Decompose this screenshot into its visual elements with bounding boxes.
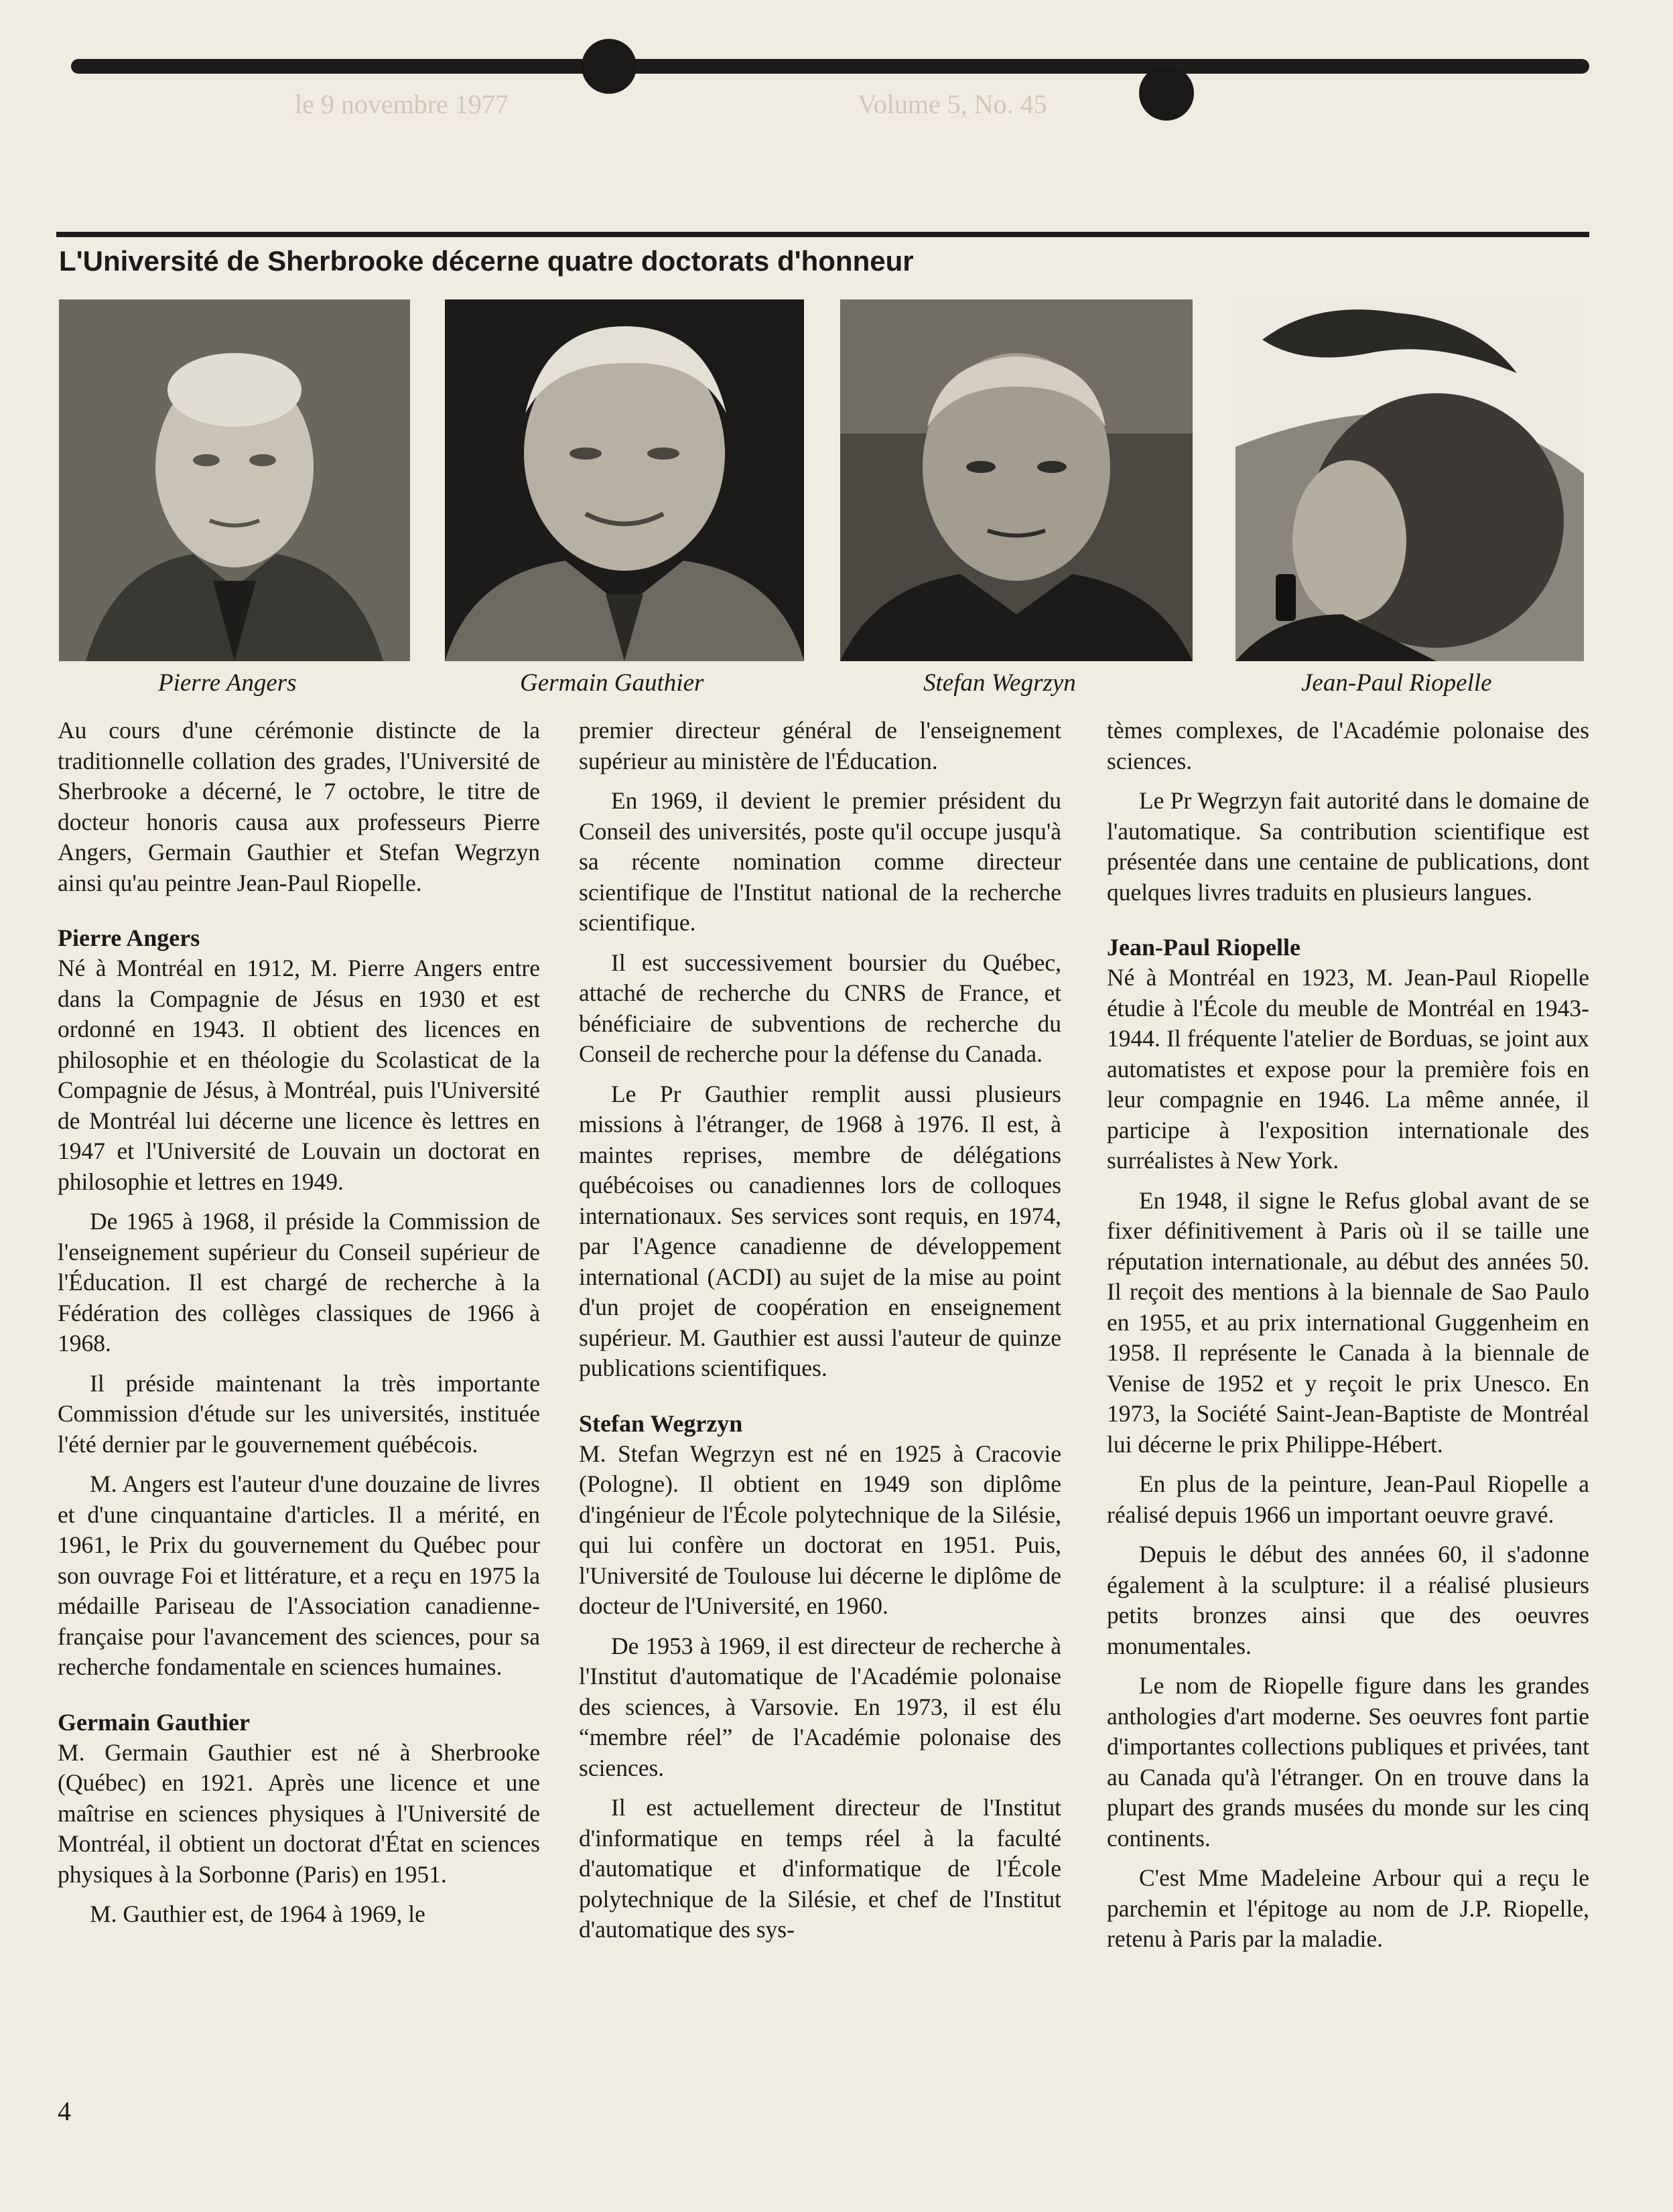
rule-dot-left — [582, 39, 637, 94]
photo-stefan-wegrzyn — [840, 299, 1193, 661]
headline-rule — [56, 232, 1589, 237]
paragraph: M. Stefan Wegrzyn est né en 1925 à Cracovie (Pologne). Il obtient en 1949 son diplôme d'ingénieur de l'École polytechnique de la Silésie, qui lui confère un doctorat en 1951. Puis, l'Université de Toulouse lui décerne le diplôme de docteur de l'Université, en 1960. — [579, 1440, 1061, 1619]
paragraph: M. Germain Gauthier est né à Sherbrooke (Québec) en 1921. Après une licence et une maîtrise en sciences physiques à l'Université de Montréal, il obtient un doctorat d'État en sciences physiques à la Sorbonne (Paris) en 1951. — [58, 1738, 540, 1888]
paragraph: Né à Montréal en 1912, M. Pierre Angers entre dans la Compagnie de Jésus en 1930 et est ordonné en 1943. Il obtient des licences en philosophie et en théologie du Scolasticat de la Compagnie de Jésus, à Montréal, puis l'Université de Montréal lui décerne une licence ès lettres en 1947 et l'Université de Louvain un doctorat en philosophie et lettres en 1949. — [58, 955, 540, 1195]
caption-germain-gauthier: Germain Gauthier — [520, 669, 704, 697]
paragraph: Au cours d'une cérémonie distincte de la traditionnelle collation des grades, l'Université de Sherbrooke a décerné, le 7 octobre, le titre de docteur honoris causa aux professeurs Pierre Angers, Germain Gauthier et Stefan Wegrzyn ainsi qu'au peintre Jean-Paul Riopelle. — [58, 717, 540, 896]
section-heading: Jean-Paul Riopelle — [1107, 934, 1300, 961]
rule-dot-right — [1139, 66, 1194, 121]
paragraph: De 1953 à 1969, il est directeur de recherche à l'Institut d'automatique de l'Académie polonaise des sciences, à Varsovie. En 1973, il est élu “membre réel” de l'Académie polonaise des sciences. — [579, 1632, 1061, 1781]
paragraph: Il préside maintenant la très importante Commission d'étude sur les universités, instituée l'été dernier par le gouvernement québécois. — [58, 1369, 540, 1458]
paragraph: premier directeur général de l'enseignement supérieur au ministère de l'Éducation. — [579, 717, 1061, 774]
article-headline: L'Université de Sherbrooke décerne quatre doctorats d'honneur — [59, 245, 914, 277]
paragraph: En plus de la peinture, Jean-Paul Riopelle a réalisé depuis 1966 un important oeuvre gravé. — [1107, 1470, 1589, 1528]
paragraph: tèmes complexes, de l'Académie polonaise des sciences. — [1107, 717, 1589, 774]
photo-jean-paul-riopelle — [1235, 299, 1584, 661]
section-heading: Germain Gauthier — [58, 1708, 250, 1736]
section-heading: Stefan Wegrzyn — [579, 1409, 743, 1437]
paragraph: C'est Mme Madeleine Arbour qui a reçu le parchemin et l'épitoge au nom de J.P. Riopelle, retenu à Paris par la maladie. — [1107, 1864, 1589, 1952]
article-column-2 — [579, 715, 1061, 1955]
page-number: 4 — [58, 2096, 71, 2126]
paragraph: En 1969, il devient le premier président du Conseil des universités, poste qu'il occupe jusqu'à sa récente nomination comme directeur scientifique de l'Institut national de la recherche scientifique. — [579, 787, 1061, 936]
photo-pierre-angers — [59, 299, 410, 661]
top-rule — [71, 59, 1589, 74]
paragraph: Il est actuellement directeur de l'Institut d'informatique en temps réel à la faculté d'automatique et d'informatique de l'École polytechnique de la Silésie, et chef de l'Institut d'automatique des sys- — [579, 1794, 1061, 1943]
caption-stefan-wegrzyn: Stefan Wegrzyn — [923, 669, 1076, 697]
paragraph: M. Gauthier est, de 1964 à 1969, le — [90, 1900, 425, 1927]
section-heading: Pierre Angers — [58, 924, 200, 951]
paragraph: Depuis le début des années 60, il s'adonne également à la sculpture: il a réalisé plusieurs petits bronzes ainsi que des oeuvres monumentales. — [1107, 1541, 1589, 1659]
article-column-1 — [58, 715, 540, 1939]
caption-pierre-angers: Pierre Angers — [158, 669, 297, 697]
ghost-volume: Volume 5, No. 45 — [858, 89, 1047, 119]
paragraph: Le Pr Gauthier remplit aussi plusieurs missions à l'étranger, de 1968 à 1976. Il est, à maintes reprises, membre de délégations québécoises ou canadiennes lors de colloques internationaux. Ses services sont requis, en 1974, par l'Agence canadienne de développement international (ACDI) au sujet de la mise au point d'un projet de coopération en enseignement supérieur. M. Gauthier est aussi l'auteur de quinze publications scientifiques. — [579, 1080, 1061, 1381]
paragraph: Né à Montréal en 1923, M. Jean-Paul Riopelle étudie à l'École du meuble de Montréal en 1943-1944. Il fréquente l'atelier de Borduas, se joint aux automatistes et expose pour la première fois en leur compagnie en 1946. La même année, il participe à l'exposition internationale des surréalistes à New York. — [1107, 964, 1589, 1174]
ghost-date: le 9 novembre 1977 — [295, 89, 509, 119]
article-column-3 — [1107, 715, 1589, 1964]
paragraph: Il est successivement boursier du Québec, attaché de recherche du CNRS de France, et bénéficiaire de subventions de recherche du Conseil de recherche pour la défense du Canada. — [579, 949, 1061, 1067]
paragraph: En 1948, il signe le Refus global avant de se fixer définitivement à Paris où il se taille une réputation internationale, au début des années 50. Il reçoit des mentions à la biennale de Sao Paulo en 1955, et au prix international Guggenheim en 1958. Il représente le Canada à la biennale de Venise de 1952 et y reçoit le prix Unesco. En 1973, la Société Saint-Jean-Baptiste de Montréal lui décerne le prix Philippe-Hébert. — [1107, 1186, 1589, 1458]
paragraph: Le Pr Wegrzyn fait autorité dans le domaine de l'automatique. Sa contribution scientifique est présentée dans une centaine de publications, dont quelques livres traduits en plusieurs langues. — [1107, 787, 1589, 906]
paragraph: De 1965 à 1968, il préside la Commission de l'enseignement supérieur du Conseil supérieur de l'Éducation. Il est chargé de recherche à la Fédération des collèges classiques de 1966 à 1968. — [58, 1208, 540, 1357]
paragraph: Le nom de Riopelle figure dans les grandes anthologies d'art moderne. Ses oeuvres font partie d'importantes collections publiques et privées, tant au Canada qu'à l'étranger. On en trouve dans la plupart des grands musées du monde sur les cinq continents. — [1107, 1672, 1589, 1852]
photo-germain-gauthier — [445, 299, 804, 661]
caption-jean-paul-riopelle: Jean-Paul Riopelle — [1301, 669, 1492, 697]
paragraph: M. Angers est l'auteur d'une douzaine de livres et d'une cinquantaine d'articles. Il a mérité, en 1961, le Prix du gouvernement du Québec pour son ouvrage Foi et littérature, et a reçu en 1975 la médaille Pariseau de l'Association canadienne-française pour l'avancement des sciences, pour sa recherche fondamentale en sciences humaines. — [58, 1470, 540, 1680]
